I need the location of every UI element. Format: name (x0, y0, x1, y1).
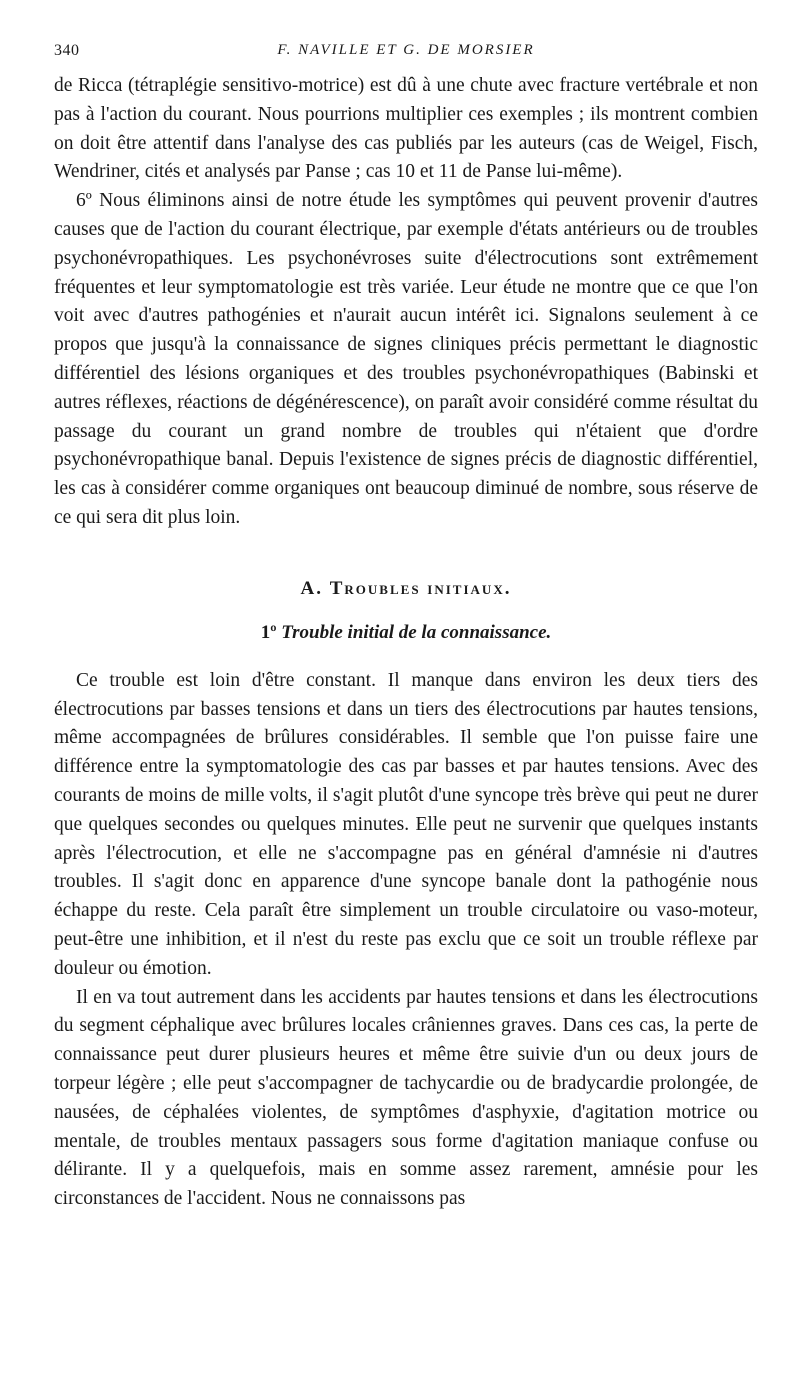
subsection-title: Trouble initial de la connaissance. (281, 621, 552, 643)
section-heading (54, 575, 758, 603)
section-letter: A. (300, 577, 323, 599)
page-number: 340 (54, 42, 80, 59)
paragraph-trouble-initial: Ce trouble est loin d'être constant. Il manque dans environ les deux tiers des électrocutions par basses tensions et dans un tiers des électrocutions par hautes tensions, même accompagnées de brûlures considérables. Il semble que l'on puisse faire une différence entre la symptomatologie des cas par basses et par hautes tensions. Avec des courants de moins de mille volts, il s'agit plutôt d'une syncope très brève qui peut ne durer que quelques secondes ou quelques minutes. Elle peut ne survenir que quelques instants après l'électrocution, et elle ne s'accompagne pas en général d'amnésie ni d'autres troubles. Il s'agit donc en apparence d'une syncope banale dont la pathogénie nous échappe du reste. Cela paraît être simplement un trouble circulatoire ou vaso-moteur, peut-être une inhibition, et il n'est du reste pas exclu que ce soit un trouble réflexe par douleur ou émotion. (54, 669, 758, 979)
running-head (54, 42, 758, 72)
subsection-number: 1º (260, 621, 277, 643)
running-title: F. NAVILLE ET G. DE MORSIER (277, 42, 535, 58)
book-page (54, 42, 758, 1214)
paragraph-continuation: de Ricca (tétraplégie sensitivo-motrice) est dû à une chute avec fracture vertébrale et non pas à l'action du courant. Nous pourrions multiplier ces exemples ; ils montrent combien on doit être attentif dans l'analyse des cas publiés par les auteurs (cas de Weigel, Fisch, Wendriner, cités et analysés par Panse ; cas 10 et 11 de Panse lui-même). (54, 75, 758, 183)
paragraph-point-6: 6º Nous éliminons ainsi de notre étude les symptômes qui peuvent provenir d'autres causes que de l'action du courant électrique, par exemple d'états antérieurs ou de troubles psychonévropathiques. Les psychonévroses suite d'électrocutions sont extrêmement fréquentes et leur symptomatologie est très variée. Leur étude ne montre que ce que l'on voit avec d'autres pathogénies et n'aurait aucun intérêt ici. Signalons seulement à ce propos que jusqu'à la connaissance de signes cliniques précis permettant le diagnostic différentiel des lésions organiques et des troubles psychonévropathiques (Babinski et autres réflexes, réactions de dégénérescence), on paraît avoir considéré comme résultat du passage du courant un grand nombre de troubles qui n'étaient que d'ordre psychonévropathique banal. Depuis l'existence de signes précis de diagnostic différentiel, les cas à considérer comme organiques ont beaucoup diminué de nombre, sous réserve de ce qui sera dit plus loin. (54, 190, 758, 528)
subsection-heading (54, 619, 758, 647)
paragraph-hautes-tensions: Il en va tout autrement dans les accidents par hautes tensions et dans les électrocutions du segment céphalique avec brûlures locales crâniennes graves. Dans ces cas, la perte de connaissance peut durer plusieurs heures et même être suivie d'un ou deux jours de torpeur légère ; elle peut s'accompagner de tachycardie ou de bradycardie prolongée, de nausées, de céphalées violentes, de symptômes d'asphyxie, d'agitation motrice ou mentale, de troubles mentaux passagers sous forme d'agitation maniaque confuse ou délirante. Il y a quelquefois, mais en somme assez rarement, amnésie pour les circonstances de l'accident. Nous ne connaissons pas (54, 986, 758, 1210)
section-title: Troubles initiaux. (329, 577, 512, 599)
